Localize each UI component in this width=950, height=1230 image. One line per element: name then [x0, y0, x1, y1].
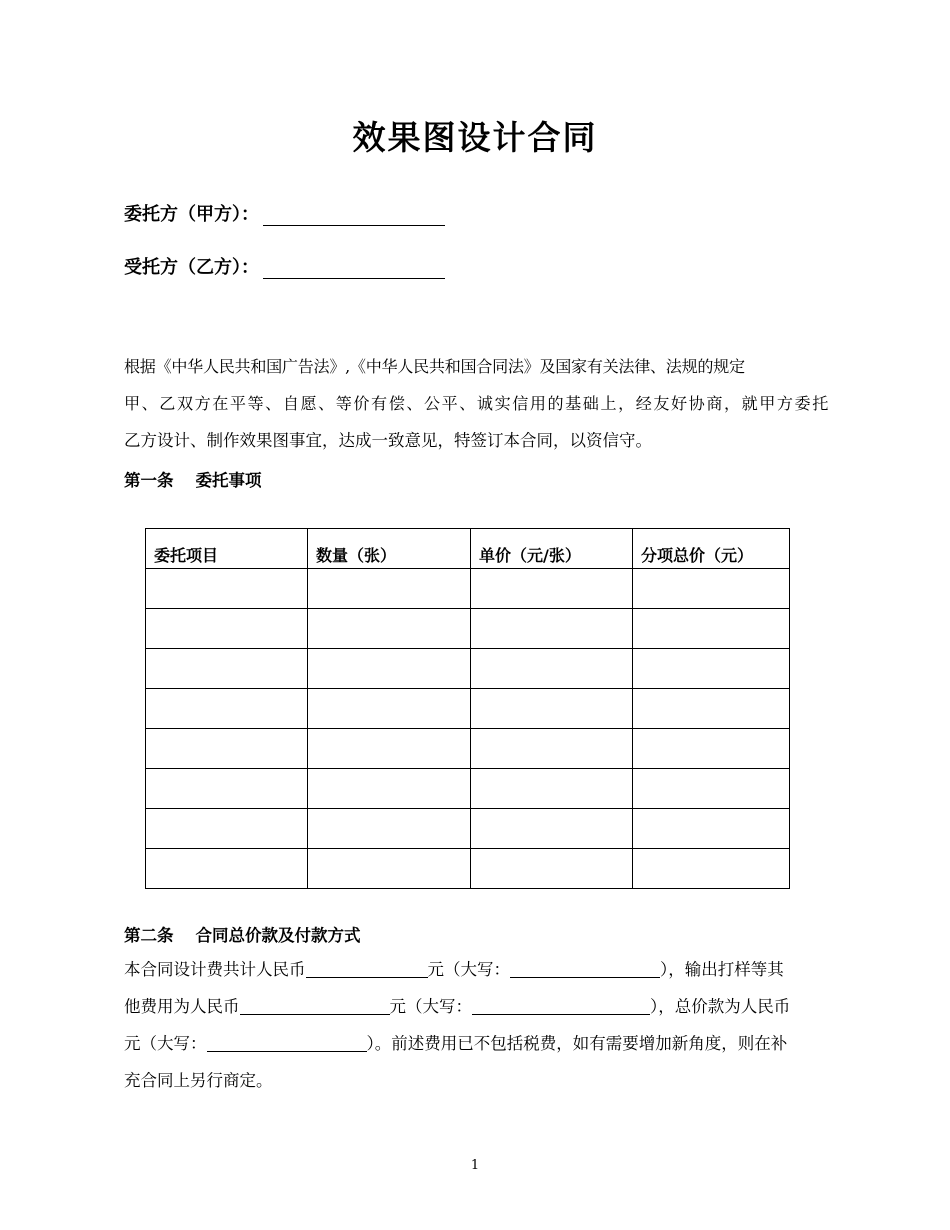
table-row [146, 849, 790, 889]
document-title: 效果图设计合同 [352, 118, 598, 157]
s2-text: 元（大写： [389, 997, 472, 1016]
intro-line-3: 乙方设计、制作效果图事宜，达成一致意见，特签订本合同，以资信守。 [124, 431, 652, 450]
party-a-blank [263, 207, 445, 226]
commission-table [145, 528, 790, 889]
header-item: 委托项目 [146, 529, 308, 569]
total-uppercase-blank [207, 1033, 367, 1052]
party-a-label: 委托方（甲方）： [124, 204, 259, 225]
table-cell[interactable] [308, 569, 471, 609]
table-cell[interactable] [146, 809, 308, 849]
table-cell[interactable] [146, 649, 308, 689]
section-1-title: 委托事项 [195, 471, 262, 490]
intro-paragraph [124, 348, 828, 459]
s2-text: ），总价款为人民币 [650, 997, 791, 1016]
table-cell[interactable] [308, 729, 471, 769]
table-cell[interactable] [471, 649, 633, 689]
intro-line-2: 甲、乙双方在平等、自愿、等价有偿、公平、诚实信用的基础上，经友好协商，就甲方委托 [124, 394, 828, 413]
fee-uppercase-blank [510, 959, 660, 978]
table-row [146, 569, 790, 609]
s2-line-3 [124, 1025, 828, 1062]
table-cell[interactable] [308, 809, 471, 849]
table-row [146, 729, 790, 769]
other-fee-blank [240, 996, 390, 1015]
section-2-title: 合同总价款及付款方式 [195, 926, 361, 945]
party-b-label: 受托方（乙方）： [124, 257, 259, 278]
table-row [146, 649, 790, 689]
s2-text: 本合同设计费共计人民币 [124, 960, 306, 979]
table-cell[interactable] [471, 809, 633, 849]
table-row [146, 769, 790, 809]
table-cell[interactable] [471, 729, 633, 769]
table-cell[interactable] [633, 729, 790, 769]
table-cell[interactable] [471, 689, 633, 729]
party-b-line [124, 253, 445, 279]
section-2-heading [124, 922, 361, 946]
table-cell[interactable] [471, 569, 633, 609]
table-cell[interactable] [471, 769, 633, 809]
table-cell[interactable] [146, 849, 308, 889]
header-subtotal: 分项总价（元） [633, 529, 790, 569]
s2-text: 他费用为人民币 [124, 997, 240, 1016]
s2-text: ）。前述费用已不包括税费，如有需要增加新角度，则在补 [366, 1034, 788, 1053]
table-cell[interactable] [633, 649, 790, 689]
table-row [146, 609, 790, 649]
table-cell[interactable] [308, 849, 471, 889]
s2-text: ），输出打样等其 [660, 960, 784, 979]
table-cell[interactable] [633, 809, 790, 849]
table-cell[interactable] [471, 849, 633, 889]
s2-line-1 [124, 951, 828, 988]
table-row [146, 809, 790, 849]
other-fee-uppercase-blank [472, 996, 650, 1015]
header-quantity: 数量（张） [308, 529, 471, 569]
table-cell[interactable] [308, 609, 471, 649]
fee-amount-blank [306, 959, 428, 978]
table-cell[interactable] [308, 689, 471, 729]
table-cell[interactable] [146, 689, 308, 729]
section-2-paragraph [124, 951, 828, 1099]
s2-text: 元（大写： [427, 960, 510, 979]
table-cell[interactable] [308, 649, 471, 689]
table-cell[interactable] [308, 769, 471, 809]
party-b-blank [263, 260, 445, 279]
table-cell[interactable] [146, 569, 308, 609]
table-cell[interactable] [146, 609, 308, 649]
s2-text: 元（大写： [124, 1034, 207, 1053]
table-cell[interactable] [146, 769, 308, 809]
table-header-row [146, 529, 790, 569]
table-cell[interactable] [471, 609, 633, 649]
table-cell[interactable] [633, 609, 790, 649]
page-number: 1 [470, 1158, 480, 1173]
table-cell[interactable] [633, 689, 790, 729]
intro-line-1: 根据《中华人民共和国广告法》,《中华人民共和国合同法》及国家有关法律、法规的规定 [124, 357, 745, 376]
section-1-heading [124, 467, 262, 491]
table-row [146, 689, 790, 729]
table-cell[interactable] [146, 729, 308, 769]
s2-line-2 [124, 988, 828, 1025]
header-unit-price: 单价（元/张） [471, 529, 633, 569]
party-a-line [124, 200, 445, 226]
table-cell[interactable] [633, 849, 790, 889]
section-1-number: 第一条 [124, 471, 174, 490]
table-cell[interactable] [633, 569, 790, 609]
section-2-number: 第二条 [124, 926, 174, 945]
s2-line-4: 充合同上另行商定。 [124, 1071, 273, 1090]
table-cell[interactable] [633, 769, 790, 809]
